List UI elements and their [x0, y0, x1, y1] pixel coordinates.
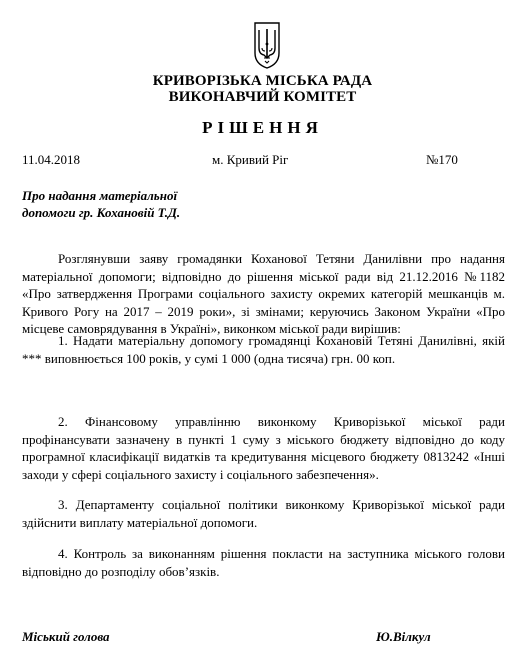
- decision-city: м. Кривий Ріг: [212, 152, 289, 167]
- signatory-title: Міський голова: [22, 629, 110, 644]
- decision-item-3: 3. Департаменту соціальної політики виконкому Криворізької міської ради здійснити виплату матеріальної допомоги.: [22, 497, 505, 530]
- decision-subject: [22, 187, 282, 221]
- subject-line-2: допомоги гр. Кохановій Т.Д.: [22, 205, 181, 220]
- intro-paragraph: Розглянувши заяву громадянки Коханової Тетяни Данилівни про надання матеріальної допомоги; відповідно до рішення міської ради від 21.12.2016 №1182 «Про затвердження Програми соціального захисту окремих категорій мешканців м. Кривого Рогу на 2017 – 2019 роки», зі змінами; керуючись Законом України «Про місцеве самоврядування в Україні», виконком міської ради вирішив:: [22, 251, 505, 336]
- council-name: КРИВОРІЗЬКА МІСЬКА РАДА: [152, 73, 373, 89]
- decision-item-1: 1. Надати матеріальну допомогу громадянці Кохановій Тетяні Данилівні, якій *** виповнюється 100 років, у сумі 1 000 (одна тисяча) грн. 00 коп.: [22, 333, 505, 366]
- subject-line-1: Про надання матеріальної: [22, 188, 178, 203]
- trident-coat-of-arms-icon: [252, 20, 282, 70]
- document-type-title: РІШЕННЯ: [202, 118, 323, 137]
- decision-number: №170: [426, 152, 458, 167]
- decision-item-2: 2. Фінансовому управлінню виконкому Криворізької міської ради профінансувати зазначену в пункті 1 суму з міського бюджету відповідно до коду програмної класифікації видатків та кредитування місцевого бюджету 0813242 «Інші заходи у сфері соціального захисту і соціального забезпечення».: [22, 414, 505, 482]
- committee-name: ВИКОНАВЧИЙ КОМІТЕТ: [168, 89, 357, 105]
- decision-item-4: 4. Контроль за виконанням рішення покласти на заступника міського голови відповідно до розподілу обов’язків.: [22, 546, 505, 579]
- decision-date: 11.04.2018: [22, 152, 81, 167]
- signatory-name: Ю.Вілкул: [376, 629, 431, 644]
